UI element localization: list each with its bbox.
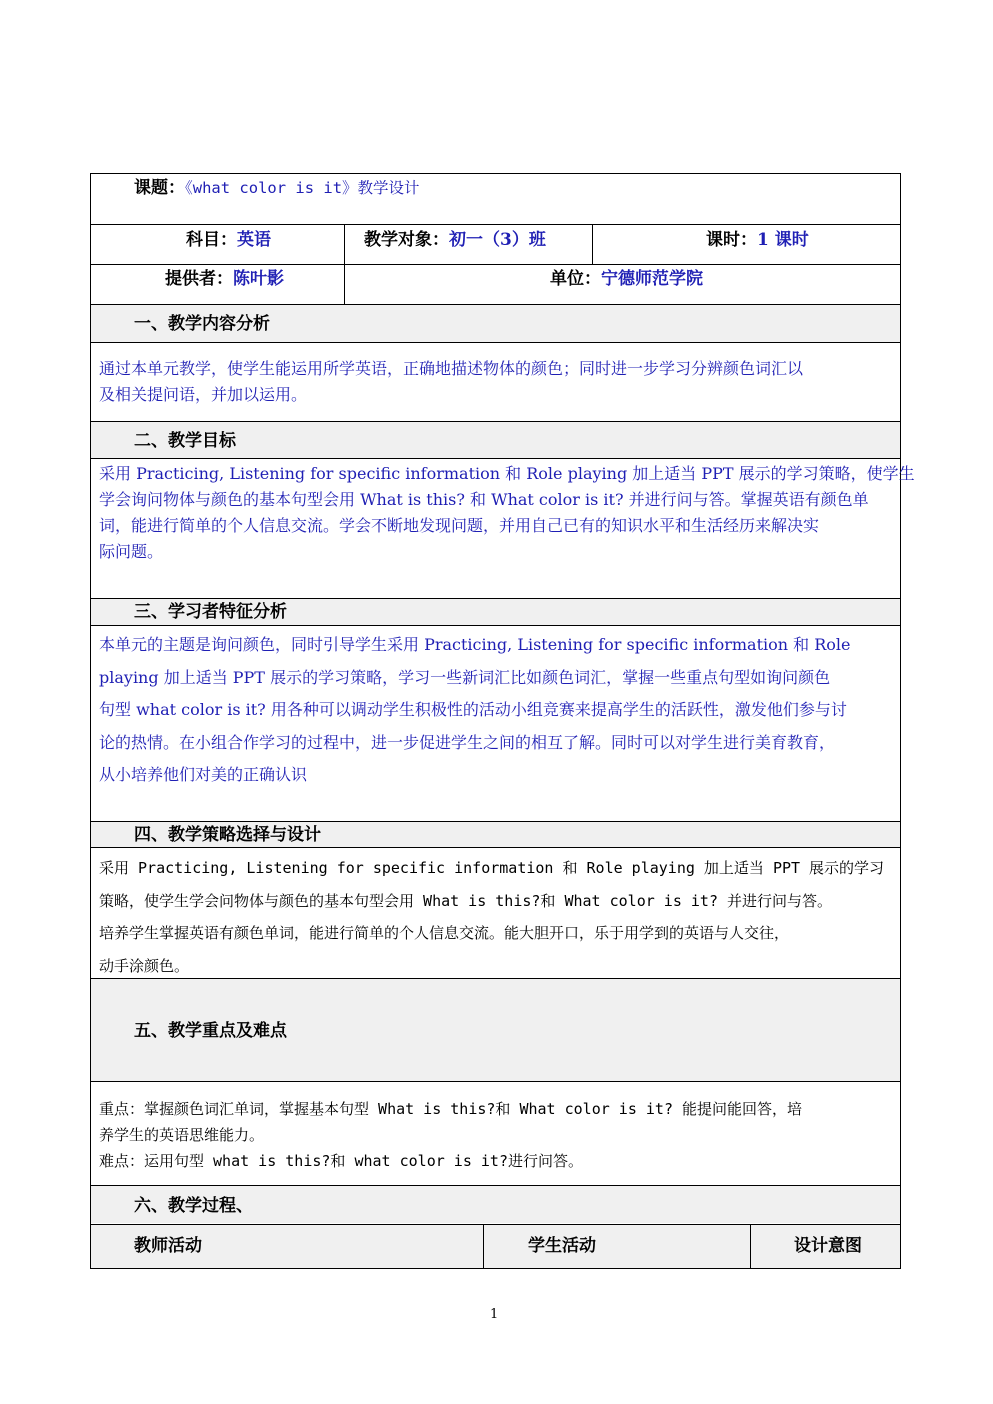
section5-line: 养学生的英语思维能力。 — [99, 1126, 265, 1144]
table-col-divider — [750, 1224, 751, 1268]
table-col-divider — [592, 224, 593, 264]
target-field — [364, 227, 546, 253]
table-border-right — [900, 173, 901, 1269]
section1-body — [99, 356, 803, 408]
hours-value: 1 课时 — [757, 230, 809, 250]
topic-value: 《what color is it》教学设计 — [185, 179, 420, 197]
section2-title: 二、教学目标 — [134, 431, 236, 451]
table-rule — [90, 1185, 901, 1186]
section3-line: 本单元的主题是询问颜色，同时引导学生采用 Practicing, Listening for specific information 和 Role — [99, 635, 851, 654]
provider-field — [165, 266, 284, 292]
section2-body — [99, 461, 915, 565]
topic-field — [134, 175, 420, 201]
hours-label: 课时： — [706, 230, 757, 250]
subject-field — [186, 227, 271, 253]
unit-label: 单位： — [550, 269, 601, 289]
table-rule — [90, 342, 901, 343]
topic-label: 课题： — [134, 178, 185, 198]
column-design-intent: 设计意图 — [794, 1236, 862, 1256]
subject-label: 科目： — [186, 230, 237, 250]
table-col-divider — [483, 1224, 484, 1268]
section1-title: 一、教学内容分析 — [134, 314, 270, 334]
section5-line: 难点：运用句型 what is this?和 what color is it?进行问答。 — [99, 1152, 583, 1170]
section4-line: 动手涂颜色。 — [99, 956, 190, 975]
table-rule — [90, 421, 901, 422]
section2-line: 际问题。 — [99, 542, 164, 561]
provider-label: 提供者： — [165, 269, 233, 289]
section2-line: 学会询问物体与颜色的基本句型会用 What is this? 和 What color is it? 并进行问与答。掌握英语有颜色单 — [99, 490, 869, 509]
section3-line: playing 加上适当 PPT 展示的学习策略，学习一些新词汇比如颜色词汇，掌握一些重点句型如询问颜色 — [99, 667, 831, 687]
section5-line: 重点：掌握颜色词汇单词，掌握基本句型 What is this?和 What color is it? 能提问能回答，培 — [99, 1100, 803, 1118]
unit-value: 宁德师范学院 — [601, 269, 703, 289]
section2-line: 词，能进行简单的个人信息交流。学会不断地发现问题，并用自己已有的知识水平和生活经历来解决实 — [99, 516, 820, 535]
subject-value: 英语 — [237, 230, 271, 250]
table-border-bottom — [90, 1268, 901, 1269]
table-border-top — [90, 173, 901, 174]
table-rule — [90, 1081, 901, 1082]
table-rule — [90, 304, 901, 305]
section3-line: 论的热情。在小组合作学习的过程中，进一步促进学生之间的相互了解。同时可以对学生进行美育教育， — [99, 732, 836, 752]
section2-line: 采用 Practicing, Listening for specific information 和 Role playing 加上适当 PPT 展示的学习策略，使学生 — [99, 464, 915, 483]
section3-body — [99, 629, 851, 792]
target-label: 教学对象： — [364, 230, 449, 250]
table-border-left — [90, 173, 91, 1269]
table-col-divider — [344, 224, 345, 304]
page-number: 1 — [490, 1307, 499, 1322]
provider-value: 陈叶影 — [233, 269, 284, 289]
target-value: 初一（3）班 — [449, 230, 546, 250]
section4-title: 四、教学策略选择与设计 — [134, 825, 321, 845]
section5-body — [99, 1096, 802, 1174]
process-columns-band — [91, 1225, 900, 1268]
section3-line: 从小培养他们对美的正确认识 — [99, 765, 308, 784]
section1-line: 及相关提问语，并加以运用。 — [99, 385, 308, 404]
table-rule — [90, 458, 901, 459]
section3-line: 句型 what color is it? 用各种可以调动学生积极性的活动小组竞赛来提高学生的活跃性，激发他们参与讨 — [99, 700, 847, 719]
section4-body — [99, 852, 884, 982]
table-rule — [90, 224, 901, 225]
hours-field — [706, 227, 809, 253]
section6-title: 六、教学过程、 — [134, 1196, 253, 1216]
section5-title: 五、教学重点及难点 — [134, 1021, 287, 1041]
table-rule — [90, 264, 901, 265]
section1-line: 通过本单元教学，使学生能运用所学英语，正确地描述物体的颜色；同时进一步学习分辨颜色词汇以 — [99, 359, 804, 378]
unit-field — [550, 266, 703, 292]
column-teacher-activity: 教师活动 — [134, 1236, 202, 1256]
section4-line: 策略，使学生学会问物体与颜色的基本句型会用 What is this?和 What color is it? 并进行问与答。 — [99, 891, 833, 910]
table-rule — [90, 625, 901, 626]
section4-line: 培养学生掌握英语有颜色单词，能进行简单的个人信息交流。能大胆开口，乐于用学到的英语与人交往， — [99, 924, 790, 942]
section4-line: 采用 Practicing, Listening for specific information 和 Role playing 加上适当 PPT 展示的学习 — [99, 859, 885, 877]
table-rule — [90, 1224, 901, 1225]
section3-title: 三、学习者特征分析 — [134, 602, 287, 622]
column-student-activity: 学生活动 — [528, 1236, 596, 1256]
